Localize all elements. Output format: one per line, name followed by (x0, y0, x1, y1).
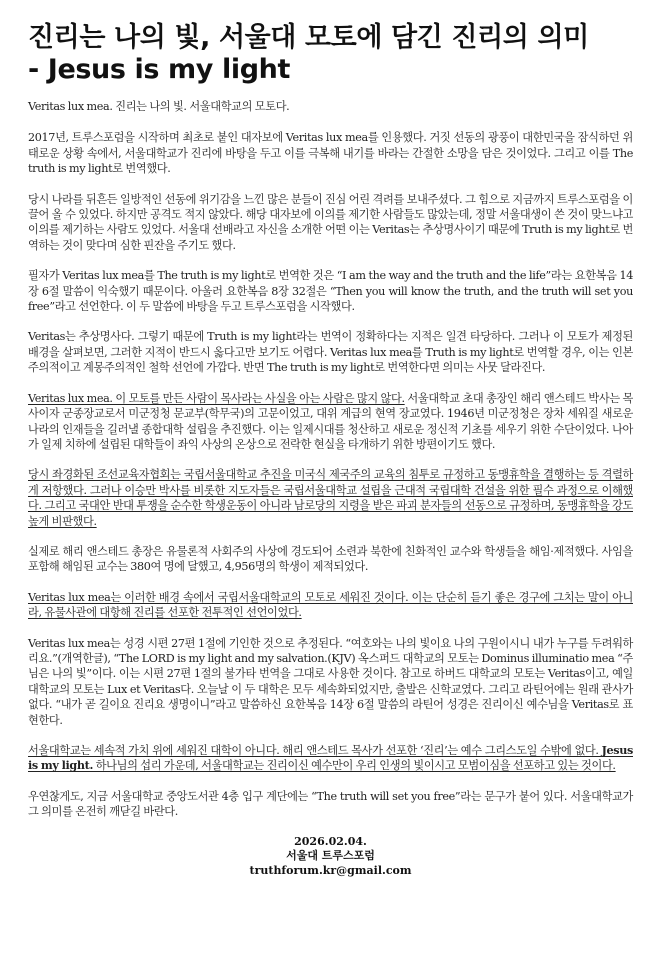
paragraph-6-rest: 서울대학교 초대 총장인 해리 앤스테드 박사는 목사이자 군종장교로서 미군정청 문교부(학무국)의 고문이었고, 대위 계급의 현역 장교였다. 1946년 미군정청은 장차 세워질 새로운 나라의 인재들을 길러낼 종합대학 설립을 추진했다. 이는 일제시대를 청산하고 새로운 정신적 기초를 세우기 위한 수단이었다. 나아가 일제 치하에 설립된 대학들이 좌익 사상의 온상으로 전락한 현실을 타개하기 위한 방편이기도 했다. (28, 391, 633, 451)
signature-block (28, 835, 633, 879)
paragraph-6 (28, 391, 633, 453)
page-title (28, 22, 633, 86)
paragraph-11-part-c: 하나님의 섭리 가운데, 서울대학교는 진리이신 예수만이 우리 인생의 빛이시고 모범이심을 선포하고 있는 것이다. (93, 759, 616, 773)
title-line-2: - Jesus is my light (28, 54, 290, 85)
paragraph-2: 2017년, 트루스포럼을 시작하며 최초로 붙인 대자보에 Veritas lux mea를 인용했다. 거짓 선동의 광풍이 대한민국을 잠식하던 위태로운 상황 속에서, 서울대학교가 진리에 바탕을 두고 이를 극복해 내기를 바라는 간절한 소망을 담은 것이었다. 그리고 이를 The truth is my light로 번역했다. (28, 131, 633, 176)
paragraph-11 (28, 743, 633, 774)
paragraph-11-highlight: Jesus is my light. (28, 743, 633, 773)
footer-email: truthforum.kr@gmail.com (249, 863, 412, 877)
paragraph-11-part-a: 서울대학교는 세속적 가치 위에 세워진 대학이 아니다. 해리 앤스테드 목사가 선포한 ‘진리’는 예수 그리스도일 수밖에 없다. (28, 744, 602, 757)
paragraph-1: Veritas lux mea. 진리는 나의 빛. 서울대학교의 모토다. (28, 100, 290, 113)
paragraph-8: 실제로 해리 앤스테드 총장은 유물론적 사회주의 사상에 경도되어 소련과 북한에 친화적인 교수와 학생들을 해임·제적했다. 사임을 포함해 해임된 교수는 380여 명에 달했고, 4,956명의 학생이 제적되었다. (28, 544, 633, 574)
footer-org: 서울대 트루스포럼 (286, 849, 375, 863)
paragraph-4: 필자가 Veritas lux mea를 The truth is my light로 번역한 것은 “I am the way and the truth and the life”라는 요한복음 14장 6절 말씀이 익숙했기 때문이다. 아울러 요한복음 8장 32절은 “Then you will know the truth, and the truth will set you free”라고 선언한다. 이 두 말씀에 바탕을 두고 트루스포럼을 시작했다. (28, 269, 633, 314)
paragraph-5: Veritas는 추상명사다. 그렇기 때문에 Truth is my light라는 번역이 정확하다는 지적은 일견 타당하다. 그러나 이 모토가 제정된 배경을 살펴보면, 그러한 지적이 반드시 옳다고만 보기도 어렵다. Veritas lux mea를 Truth is my light로 번역할 경우, 이는 인본주의적이고 계몽주의적인 철학 선언에 가깝다. 반면 The truth is my light로 번역한다면 의미는 사뭇 달라진다. (28, 330, 633, 375)
paragraph-9: Veritas lux mea는 이러한 배경 속에서 국립서울대학교의 모토로 세워진 것이다. 이는 단순히 듣기 좋은 경구에 그치는 말이 아니라, 유물사관에 대항해 진리를 선포한 전투적인 선언이었다. (28, 590, 633, 620)
article-body (28, 99, 633, 820)
paragraph-3: 당시 나라를 뒤흔든 일방적인 선동에 위기감을 느낀 많은 분들이 진심 어린 격려를 보내주셨다. 그 힘으로 지금까지 트루스포럼을 이끌어 올 수 있었다. 하지만 공격도 적지 않았다. 해당 대자보에 이의를 제기한 사람들도 많았는데, 정말 서울대생이 쓴 것이 맞느냐고 이의를 제기하는 사람도 있었다. 서울대 선배라고 자신을 소개한 어떤 이는 Veritas는 추상명사이기 때문에 Truth is my light로 번역하는 것이 맞다며 심한 핀잔을 주기도 했다. (28, 192, 633, 252)
paragraph-10: Veritas lux mea는 성경 시편 27편 1절에 기인한 것으로 추정된다. “여호와는 나의 빛이요 나의 구원이시니 내가 누구를 두려워하리요.”(개역한글), “The LORD is my light and my salvation.(KJV) 옥스퍼드 대학교의 모토는 Dominus illuminatio mea “주님은 나의 빛”이다. 이는 시편 27편 1절의 불가타 번역을 그대로 사용한 것이다. 참고로 하버드 대학교의 모토는 Veritas이고, 예일 대학교의 모토는 Lux et Veritas다. 오늘날 이 두 대학은 모두 세속화되었지만, 출발은 신학교였다. 그리고 라틴어에는 원래 관사가 없다. “내가 곧 길이요 진리요 생명이니”라고 말씀하신 요한복음 14장 6절 말씀의 라틴어 성경은 진리이신 예수님을 Veritas로 표현한다. (28, 636, 633, 727)
paragraph-7: 당시 좌경화된 조선교육자협회는 국립서울대학교 추진을 미국식 제국주의 교육의 침투로 규정하고 동맹휴학을 결행하는 등 격렬하게 저항했다. 그러나 이승만 박사를 비롯한 지도자들은 국립서울대학교 설립을 근대적 국립대학 건설을 위한 필수 과정으로 이해했다. 그리고 국대안 반대 투쟁을 순수한 학생운동이 아니라 남로당의 지령을 받은 파괴 분자들의 선동으로 규정하며, 동맹휴학을 강도 높게 비판했다. (28, 468, 633, 528)
footer-date: 2026.02.04. (294, 834, 367, 848)
paragraph-6-underlined: Veritas lux mea. 이 모토를 만든 사람이 목사라는 사실을 아는 사람은 많지 않다. (28, 391, 405, 405)
title-line-1: 진리는 나의 빛, 서울대 모토에 담긴 진리의 의미 (28, 22, 589, 53)
paragraph-12: 우연찮게도, 지금 서울대학교 중앙도서관 4층 입구 계단에는 “The truth will set you free”라는 문구가 붙어 있다. 서울대학교가 그 의미를 온전히 깨닫길 바란다. (28, 789, 633, 819)
